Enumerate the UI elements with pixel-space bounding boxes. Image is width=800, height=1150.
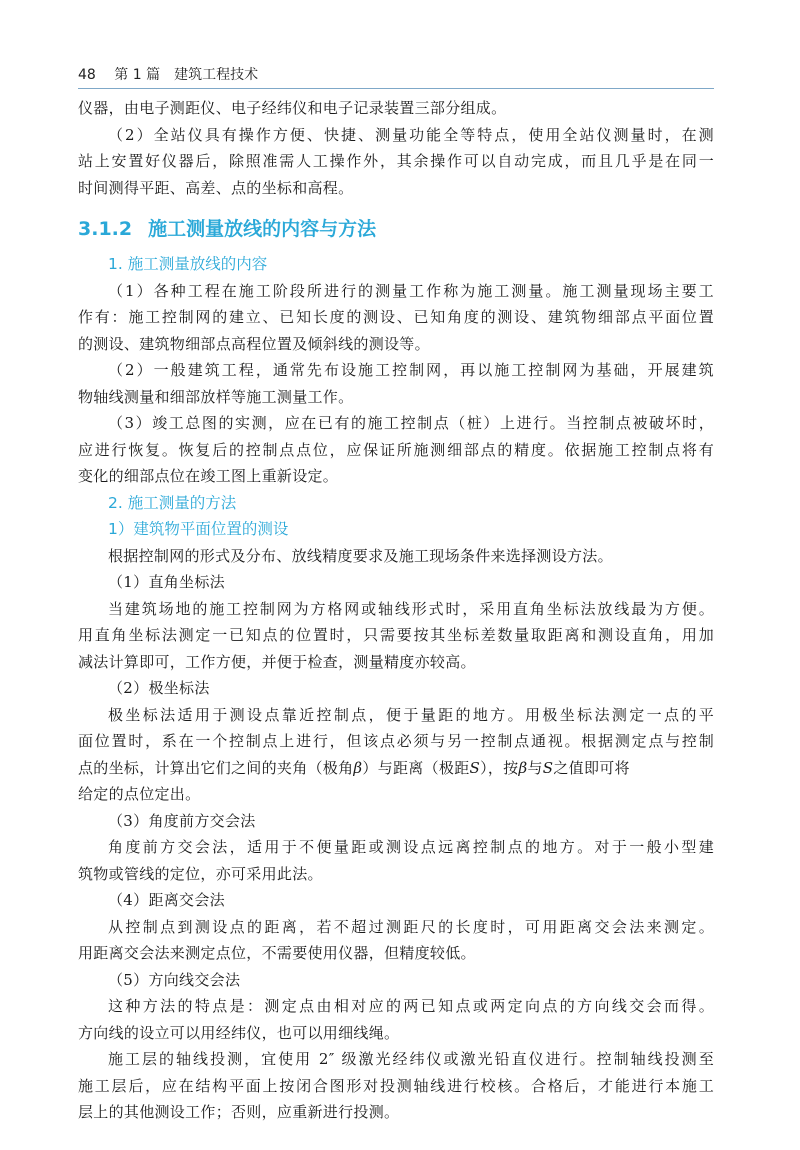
text-line (78, 755, 714, 782)
math-symbol-s: S (542, 758, 554, 777)
header-divider (78, 88, 714, 89)
text-line: 施工层的轴线投测，宜使用 2″ 级激光经纬仪或激光铅直仪进行。控制轴线投测至 (108, 1050, 714, 1068)
text-line: （1）各种工程在施工阶段所进行的测量工作称为施工测量。施工测量现场主要工 (108, 281, 714, 300)
paragraph (78, 702, 714, 808)
running-header (78, 64, 714, 84)
text-line: 站上安置好仪器后，除照准需人工操作外，其余操作可以自动完成，而且几乎是在同一 (78, 152, 714, 170)
paragraph (78, 834, 714, 887)
text-line: 这种方法的特点是：测定点由相对应的两已知点或两定向点的方向线交会而得。 (108, 997, 714, 1015)
chapter-title: 第 1 篇 建筑工程技术 (114, 67, 259, 83)
section-title: 施工测量放线的内容与方法 (148, 218, 377, 240)
text-line: 用直角坐标法测定一已知点的位置时，只需要按其坐标差数量取距离和测设直角，用加 (78, 626, 714, 644)
paragraph (78, 993, 714, 1046)
text-fragment: ）与距离（极距 (362, 758, 470, 777)
text-line: 从控制点到测设点的距离，若不超过测距尺的长度时，可用距离交会法来测定。 (108, 917, 714, 936)
subheading-content: 1. 施工测量放线的内容 (108, 255, 268, 273)
text-fragment: 与 (527, 758, 543, 777)
method-title: （4）距离交会法 (108, 891, 225, 909)
math-symbol-beta: β (353, 758, 363, 777)
page-number: 48 (78, 67, 96, 83)
text-line: 变化的细部点位在竣工图上重新设定。 (78, 467, 339, 485)
text-line: 物轴线测量和细部放样等施工测量工作。 (78, 387, 354, 406)
section-number: 3.1.2 (78, 218, 133, 240)
text-line: 方向线的设立可以用经纬仪，也可以用细线绳。 (78, 1023, 400, 1042)
paragraph (78, 95, 714, 122)
text-line: 的测设、建筑物细部点高程位置及倾斜线的测设等。 (78, 334, 430, 353)
text-line: 应进行恢复。恢复后的控制点点位，应保证所施测细部点的精度。依据施工控制点将有 (78, 440, 714, 459)
text-line: 时间测得平距、高差、点的坐标和高程。 (78, 178, 354, 197)
method-title: （5）方向线交会法 (108, 970, 241, 989)
text-line: 仪器，由电子测距仪、电子经纬仪和电子记录装置三部分组成。 (78, 99, 507, 117)
paragraph (78, 122, 714, 202)
text-fragment: 之值即可将 (553, 758, 630, 777)
subheading-methods: 2. 施工测量的方法 (108, 493, 237, 512)
text-line: 根据控制网的形式及分布、放线精度要求及施工现场条件来选择测设方法。 (108, 546, 613, 565)
text-line: 减法计算即可，工作方便，并便于检查，测量精度亦较高。 (78, 652, 476, 671)
subheading-plane-position: 1）建筑物平面位置的测设 (108, 520, 289, 538)
method-title: （1）直角坐标法 (108, 573, 225, 591)
text-line: 用距离交会法来测定点位，不需要使用仪器，但精度较低。 (78, 944, 476, 962)
math-symbol-s: S (469, 758, 481, 777)
paragraph (78, 1046, 714, 1126)
paragraph (78, 357, 714, 410)
text-line: 层上的其他测设工作；否则，应重新进行投测。 (78, 1103, 400, 1121)
text-line: 施工层后，应在结构平面上按闭合图形对投测轴线进行校核。合格后，才能进行本施工 (78, 1076, 714, 1095)
text-fragment: 点的坐标，计算出它们之间的夹角（极角 (78, 758, 354, 777)
method-title: （3）角度前方交会法 (108, 811, 256, 830)
text-line: 极坐标法适用于测设点靠近控制点，便于量距的地方。用极坐标法测定一点的平 (108, 705, 714, 724)
text-line: 作有：施工控制网的建立、已知长度的测设、已知角度的测设、建筑物细部点平面位置 (78, 308, 714, 326)
paragraph (78, 596, 714, 676)
text-line: （2）一般建筑工程，通常先布设施工控制网，再以施工控制网为基础，开展建筑 (108, 361, 714, 379)
text-line: 面位置时，系在一个控制点上进行，但该点必须与另一控制点通视。根据测定点与控制 (78, 732, 714, 750)
paragraph (78, 278, 714, 358)
text-fragment: ），按 (480, 758, 519, 777)
paragraph (78, 410, 714, 490)
paragraph (78, 914, 714, 967)
math-symbol-beta: β (518, 758, 528, 777)
page-body (78, 95, 714, 1126)
text-line: 给定的点位定出。 (78, 785, 201, 803)
text-line: （2）全站仪具有操作方便、快捷、测量功能全等特点，使用全站仪测量时，在测 (108, 125, 714, 144)
text-line: （3）竣工总图的实测，应在已有的施工控制点（桩）上进行。当控制点被破坏时， (108, 414, 714, 432)
paragraph (78, 543, 714, 570)
text-line: 筑物或管线的定位，亦可采用此法。 (78, 864, 323, 883)
method-title: （2）极坐标法 (108, 679, 210, 697)
text-line: 角度前方交会法，适用于不便量距或测设点远离控制点的地方。对于一般小型建 (108, 838, 714, 856)
text-line: 当建筑场地的施工控制网为方格网或轴线形式时，采用直角坐标法放线最为方便。 (108, 599, 714, 618)
section-heading (78, 209, 714, 249)
